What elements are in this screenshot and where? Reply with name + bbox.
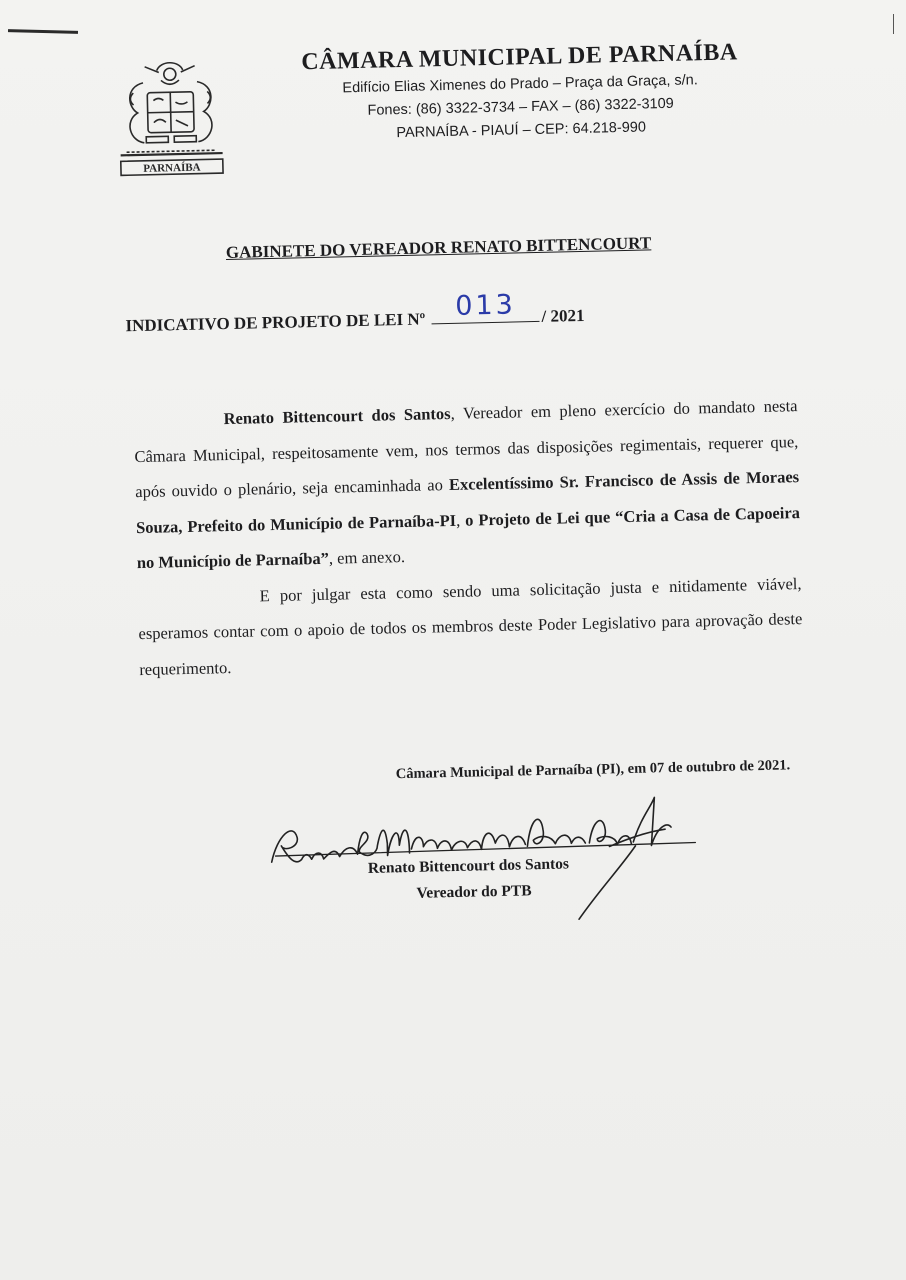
document-number-field xyxy=(431,289,539,324)
signer-role: Vereador do PTB xyxy=(416,882,532,902)
document-heading xyxy=(125,289,585,336)
document-label: INDICATIVO DE PROJETO DE LEI Nº xyxy=(125,309,426,336)
paragraph-1 xyxy=(133,388,801,581)
office-title: GABINETE DO VEREADOR RENATO BITTENCOURT xyxy=(225,233,652,263)
letterhead xyxy=(289,39,751,143)
crest-banner-text: PARNAÍBA xyxy=(143,161,201,175)
paragraph-2-text: E por julgar esta como sendo uma solicitação justa e nitidamente viável, esperamos contar com o apoio de todos os membros deste Poder Legislativo para aprovação deste requerimento. xyxy=(138,573,803,679)
bill-title: o Projeto de Lei que “Cria a Casa de Capoeira no Município de Parnaíba” xyxy=(136,502,801,573)
paragraph-1-text: , Vereador em pleno exercício do mandato nesta Câmara Municipal, respeitosamente vem, nos termos das disposições regimentais, requerer que, após ouvido o plenário, seja encaminhada ao xyxy=(134,396,799,502)
org-name: CÂMARA MUNICIPAL DE PARNAÍBA xyxy=(301,39,738,76)
mayor-name: Excelentíssimo Sr. Francisco de Assis de Moraes Souza, Prefeito do Município de Parnaíba-PI xyxy=(135,467,800,537)
document-year: / 2021 xyxy=(541,305,585,326)
body-text xyxy=(133,388,803,687)
handwritten-number: 013 xyxy=(454,289,517,322)
place-date: Câmara Municipal de Parnaíba (PI), em 07 de outubro de 2021. xyxy=(395,757,791,783)
paragraph-1-sep: , xyxy=(455,510,466,530)
paragraph-1-end: , em anexo. xyxy=(328,547,406,568)
coat-of-arms-logo xyxy=(114,55,227,182)
requester-name: Renato Bittencourt dos Santos xyxy=(223,403,451,429)
paragraph-2 xyxy=(137,566,803,688)
org-phones: Fones: (86) 3322-3734 – FAX – (86) 3322-3109 xyxy=(367,95,674,119)
signer-name: Renato Bittencourt dos Santos xyxy=(367,855,570,877)
org-address: Edifício Elias Ximenes do Prado – Praça da Graça, s/n. xyxy=(342,72,698,97)
org-city: PARNAÍBA - PIAUÍ – CEP: 64.218-990 xyxy=(396,119,647,142)
